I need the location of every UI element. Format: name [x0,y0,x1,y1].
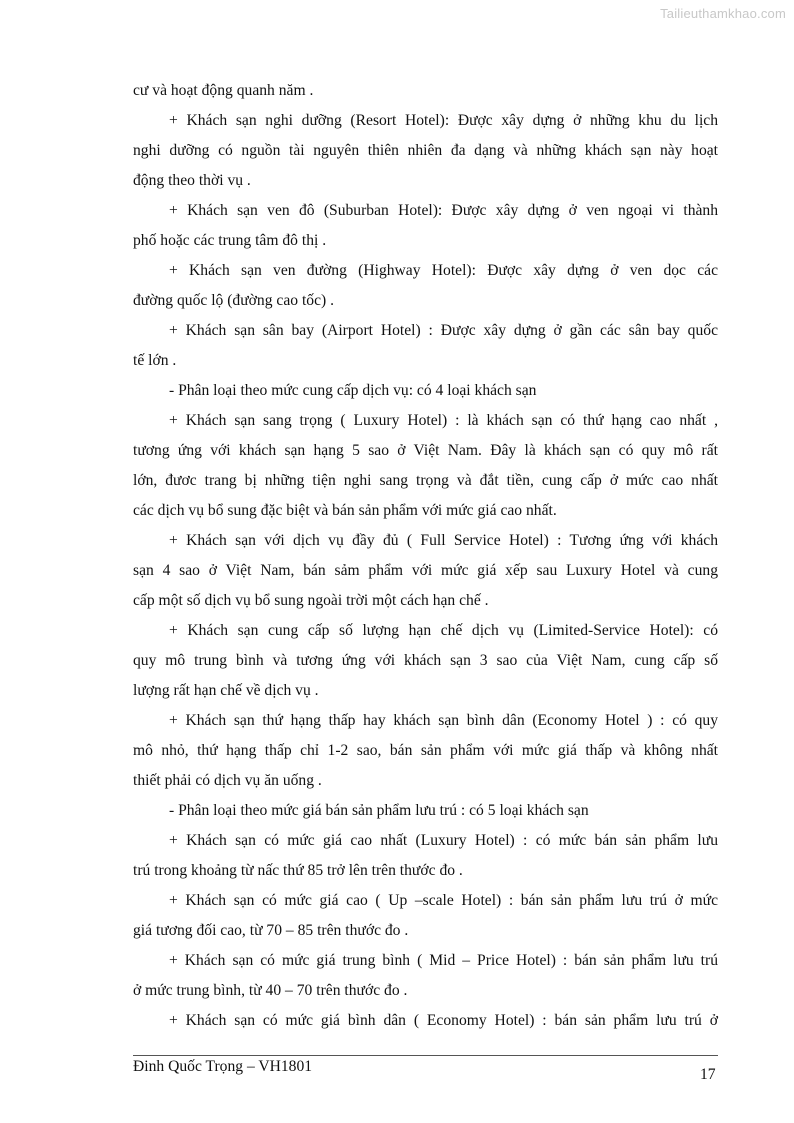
text-line: mô nhỏ, thứ hạng thấp chỉ 1-2 sao, bán sản phẩm với mức giá thấp và không nhất [133,742,718,759]
text-line: + Khách sạn thứ hạng thấp hay khách sạn bình dân (Economy Hotel ) : có quy [169,712,718,729]
text-line: ở mức trung bình, từ 40 – 70 trên thước đo . [133,982,408,999]
text-line: các dịch vụ bổ sung đặc biệt và bán sản phẩm với mức giá cao nhất. [133,502,557,519]
text-line: lớn, đươc trang bị những tiện nghi sang trọng và đắt tiền, cung cấp ở mức cao nhất [133,472,718,489]
text-line: giá tương đối cao, từ 70 – 85 trên thước đo . [133,922,409,939]
text-line: + Khách sạn có mức giá cao ( Up –scale Hotel) : bán sản phẩm lưu trú ở mức [169,892,718,909]
watermark: Tailieuthamkhao.com [660,6,786,21]
text-line: + Khách sạn ven đường (Highway Hotel): Được xây dựng ở ven dọc các [169,262,718,279]
text-line: + Khách sạn nghi dưỡng (Resort Hotel): Được xây dựng ở những khu du lịch [169,112,718,129]
text-line: phố hoặc các trung tâm đô thị . [133,232,327,249]
text-line: tế lớn . [133,352,177,369]
text-line: lượng rất hạn chế về dịch vụ . [133,682,319,699]
text-line: trú trong khoảng từ nấc thứ 85 trở lên trên thước đo . [133,862,463,879]
text-line: + Khách sạn có mức giá trung bình ( Mid – Price Hotel) : bán sản phẩm lưu trú [169,952,718,969]
text-line: cư và hoạt động quanh năm . [133,82,314,99]
text-line: cấp một số dịch vụ bổ sung ngoài trời một cách hạn chế . [133,592,489,609]
footer-divider [133,1055,718,1056]
footer-author: Đinh Quốc Trọng – VH1801 [133,1058,313,1075]
text-line: quy mô trung bình và tương ứng với khách sạn 3 sao của Việt Nam, cung cấp số [133,652,718,669]
text-line: + Khách sạn với dịch vụ đầy đủ ( Full Service Hotel) : Tương ứng với khách [169,532,718,549]
page-number: 17 [700,1066,716,1083]
text-line: + Khách sạn có mức giá bình dân ( Economy Hotel) : bán sản phẩm lưu trú ở [169,1012,718,1029]
document-body [133,76,718,1036]
text-line: + Khách sạn sân bay (Airport Hotel) : Được xây dựng ở gần các sân bay quốc [169,322,718,339]
text-line: đường quốc lộ (đường cao tốc) . [133,292,334,309]
text-line: thiết phải có dịch vụ ăn uống . [133,772,322,789]
text-line: - Phân loại theo mức giá bán sản phẩm lưu trú : có 5 loại khách sạn [169,802,589,819]
text-line: + Khách sạn sang trọng ( Luxury Hotel) : là khách sạn có thứ hạng cao nhất , [169,412,718,429]
text-line: + Khách sạn ven đô (Suburban Hotel): Được xây dựng ở ven ngoại vi thành [169,202,718,219]
text-line: tương ứng với khách sạn hạng 5 sao ở Việt Nam. Đây là khách sạn có quy mô rất [133,442,718,459]
text-line: + Khách sạn có mức giá cao nhất (Luxury Hotel) : có mức bán sản phẩm lưu [169,832,718,849]
text-line: + Khách sạn cung cấp số lượng hạn chế dịch vụ (Limited-Service Hotel): có [169,622,718,639]
text-line: động theo thời vụ . [133,172,251,189]
text-line: nghi dưỡng có nguồn tài nguyên thiên nhiên đa dạng và những khách sạn này hoạt [133,142,718,159]
text-line: sạn 4 sao ở Việt Nam, bán sảm phẩm với mức giá xếp sau Luxury Hotel và cung [133,562,718,579]
text-line: - Phân loại theo mức cung cấp dịch vụ: có 4 loại khách sạn [169,382,537,399]
